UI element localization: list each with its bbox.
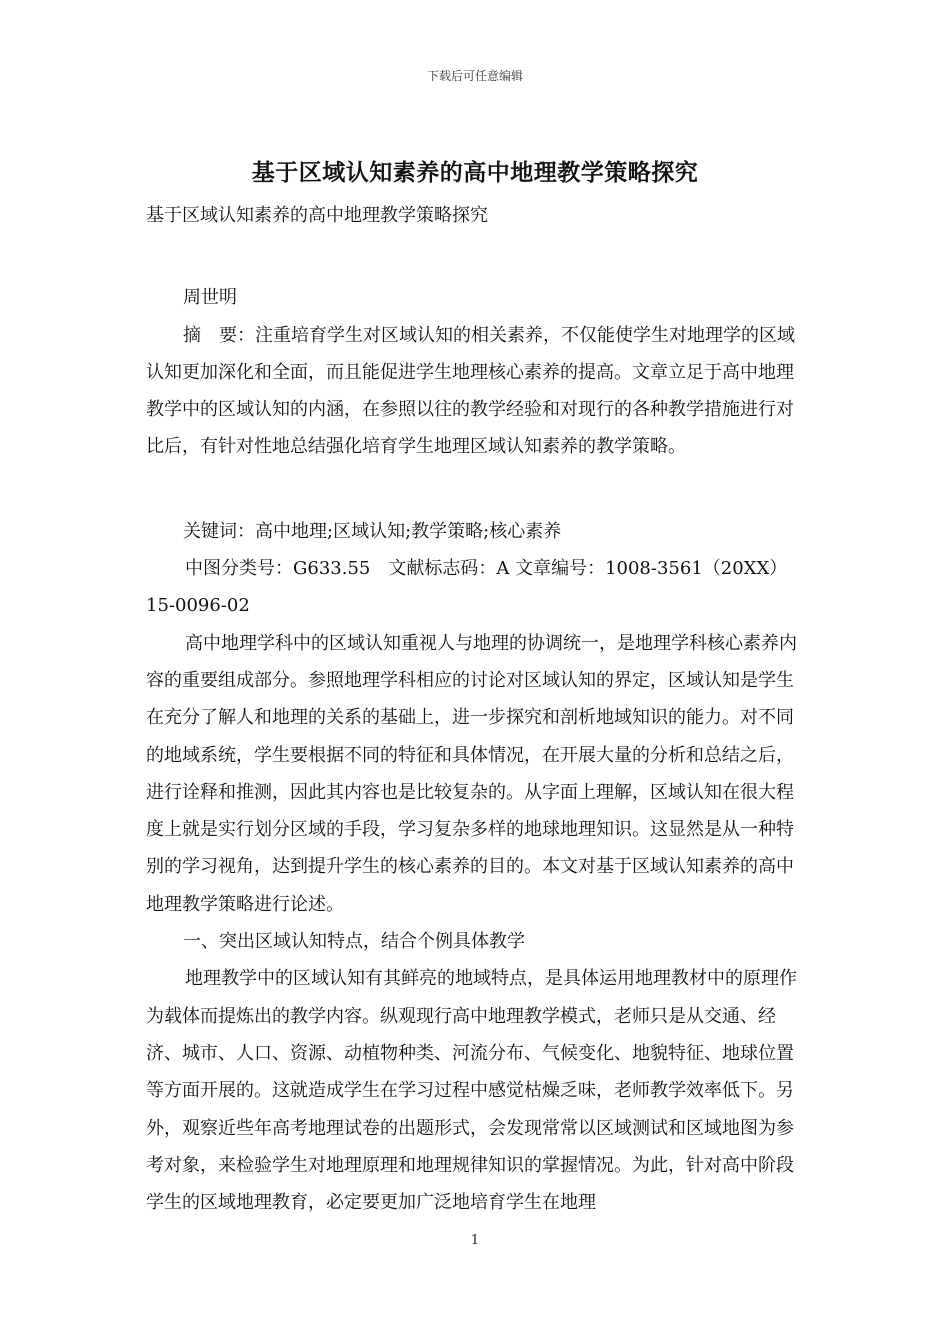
document-body — [146, 197, 810, 1221]
header-note: 下载后可任意编辑 — [426, 69, 523, 83]
classification: 中图分类号：G633.55 文献标志码：A 文章编号：1008-3561（20XX）15-0096-02 — [146, 558, 788, 617]
author: 周世明 — [183, 287, 237, 309]
abstract: 摘 要：注重培育学生对区域认知的相关素养，不仅能使学生对地理学的区域认知更加深化和全面，而且能促进学生地理核心素养的提高。文章立足于高中地理教学中的区域认知的内涵，在参照以往的教学经验和对现行的各种教学措施进行对比后，有针对性地总结强化培育学生地理区域认知素养的教学策略。 — [146, 324, 795, 458]
spacer — [146, 466, 810, 513]
spacer — [146, 234, 810, 271]
subtitle: 基于区域认知素养的高中地理教学策略探究 — [146, 205, 488, 226]
page-number: 1 — [470, 1233, 480, 1248]
document-title: 基于区域认知素养的高中地理教学策略探究 — [251, 159, 699, 186]
keywords: 关键词：高中地理;区域认知;教学策略;核心素养 — [183, 520, 562, 542]
section-paragraph: 地理教学中的区域认知有其鲜亮的地域特点，是具体运用地理教材中的原理作为载体而提炼出的教学内容。纵观现行高中地理教学模式，老师只是从交通、经济、城市、人口、资源、动植物种类、河流分布、气候变化、地貌特征、地球位置等方面开展的。这就造成学生在学习过程中感觉枯燥乏味，老师教学效率低下。另外，观察近些年高考地理试卷的出题形式，会发现常常以区域测试和区域地图为参考对象，来检验学生对地理原理和地理规律知识的掌握情况。为此，针对高中阶段学生的区域地理教育，必定要更加广泛地培育学生在地理 — [146, 968, 797, 1214]
intro-paragraph: 高中地理学科中的区域认知重视人与地理的协调统一，是地理学科核心素养内容的重要组成部分。参照地理学科相应的讨论对区域认知的界定，区域认知是学生在充分了解人和地理的关系的基础上，进一步探究和剖析地域知识的能力。对不同的地域系统，学生要根据不同的特征和具体情况，在开展大量的分析和总结之后，进行诠释和推测，因此其内容也是比较复杂的。从字面上理解，区域认知在很大程度上就是实行划分区域的手段，学习复杂多样的地球地理知识。这显然是从一种特别的学习视角，达到提升学生的核心素养的目的。本文对基于区域认知素养的高中地理教学策略进行论述。 — [146, 632, 797, 915]
section-heading: 一、突出区域认知特点，结合个例具体教学 — [183, 931, 525, 953]
